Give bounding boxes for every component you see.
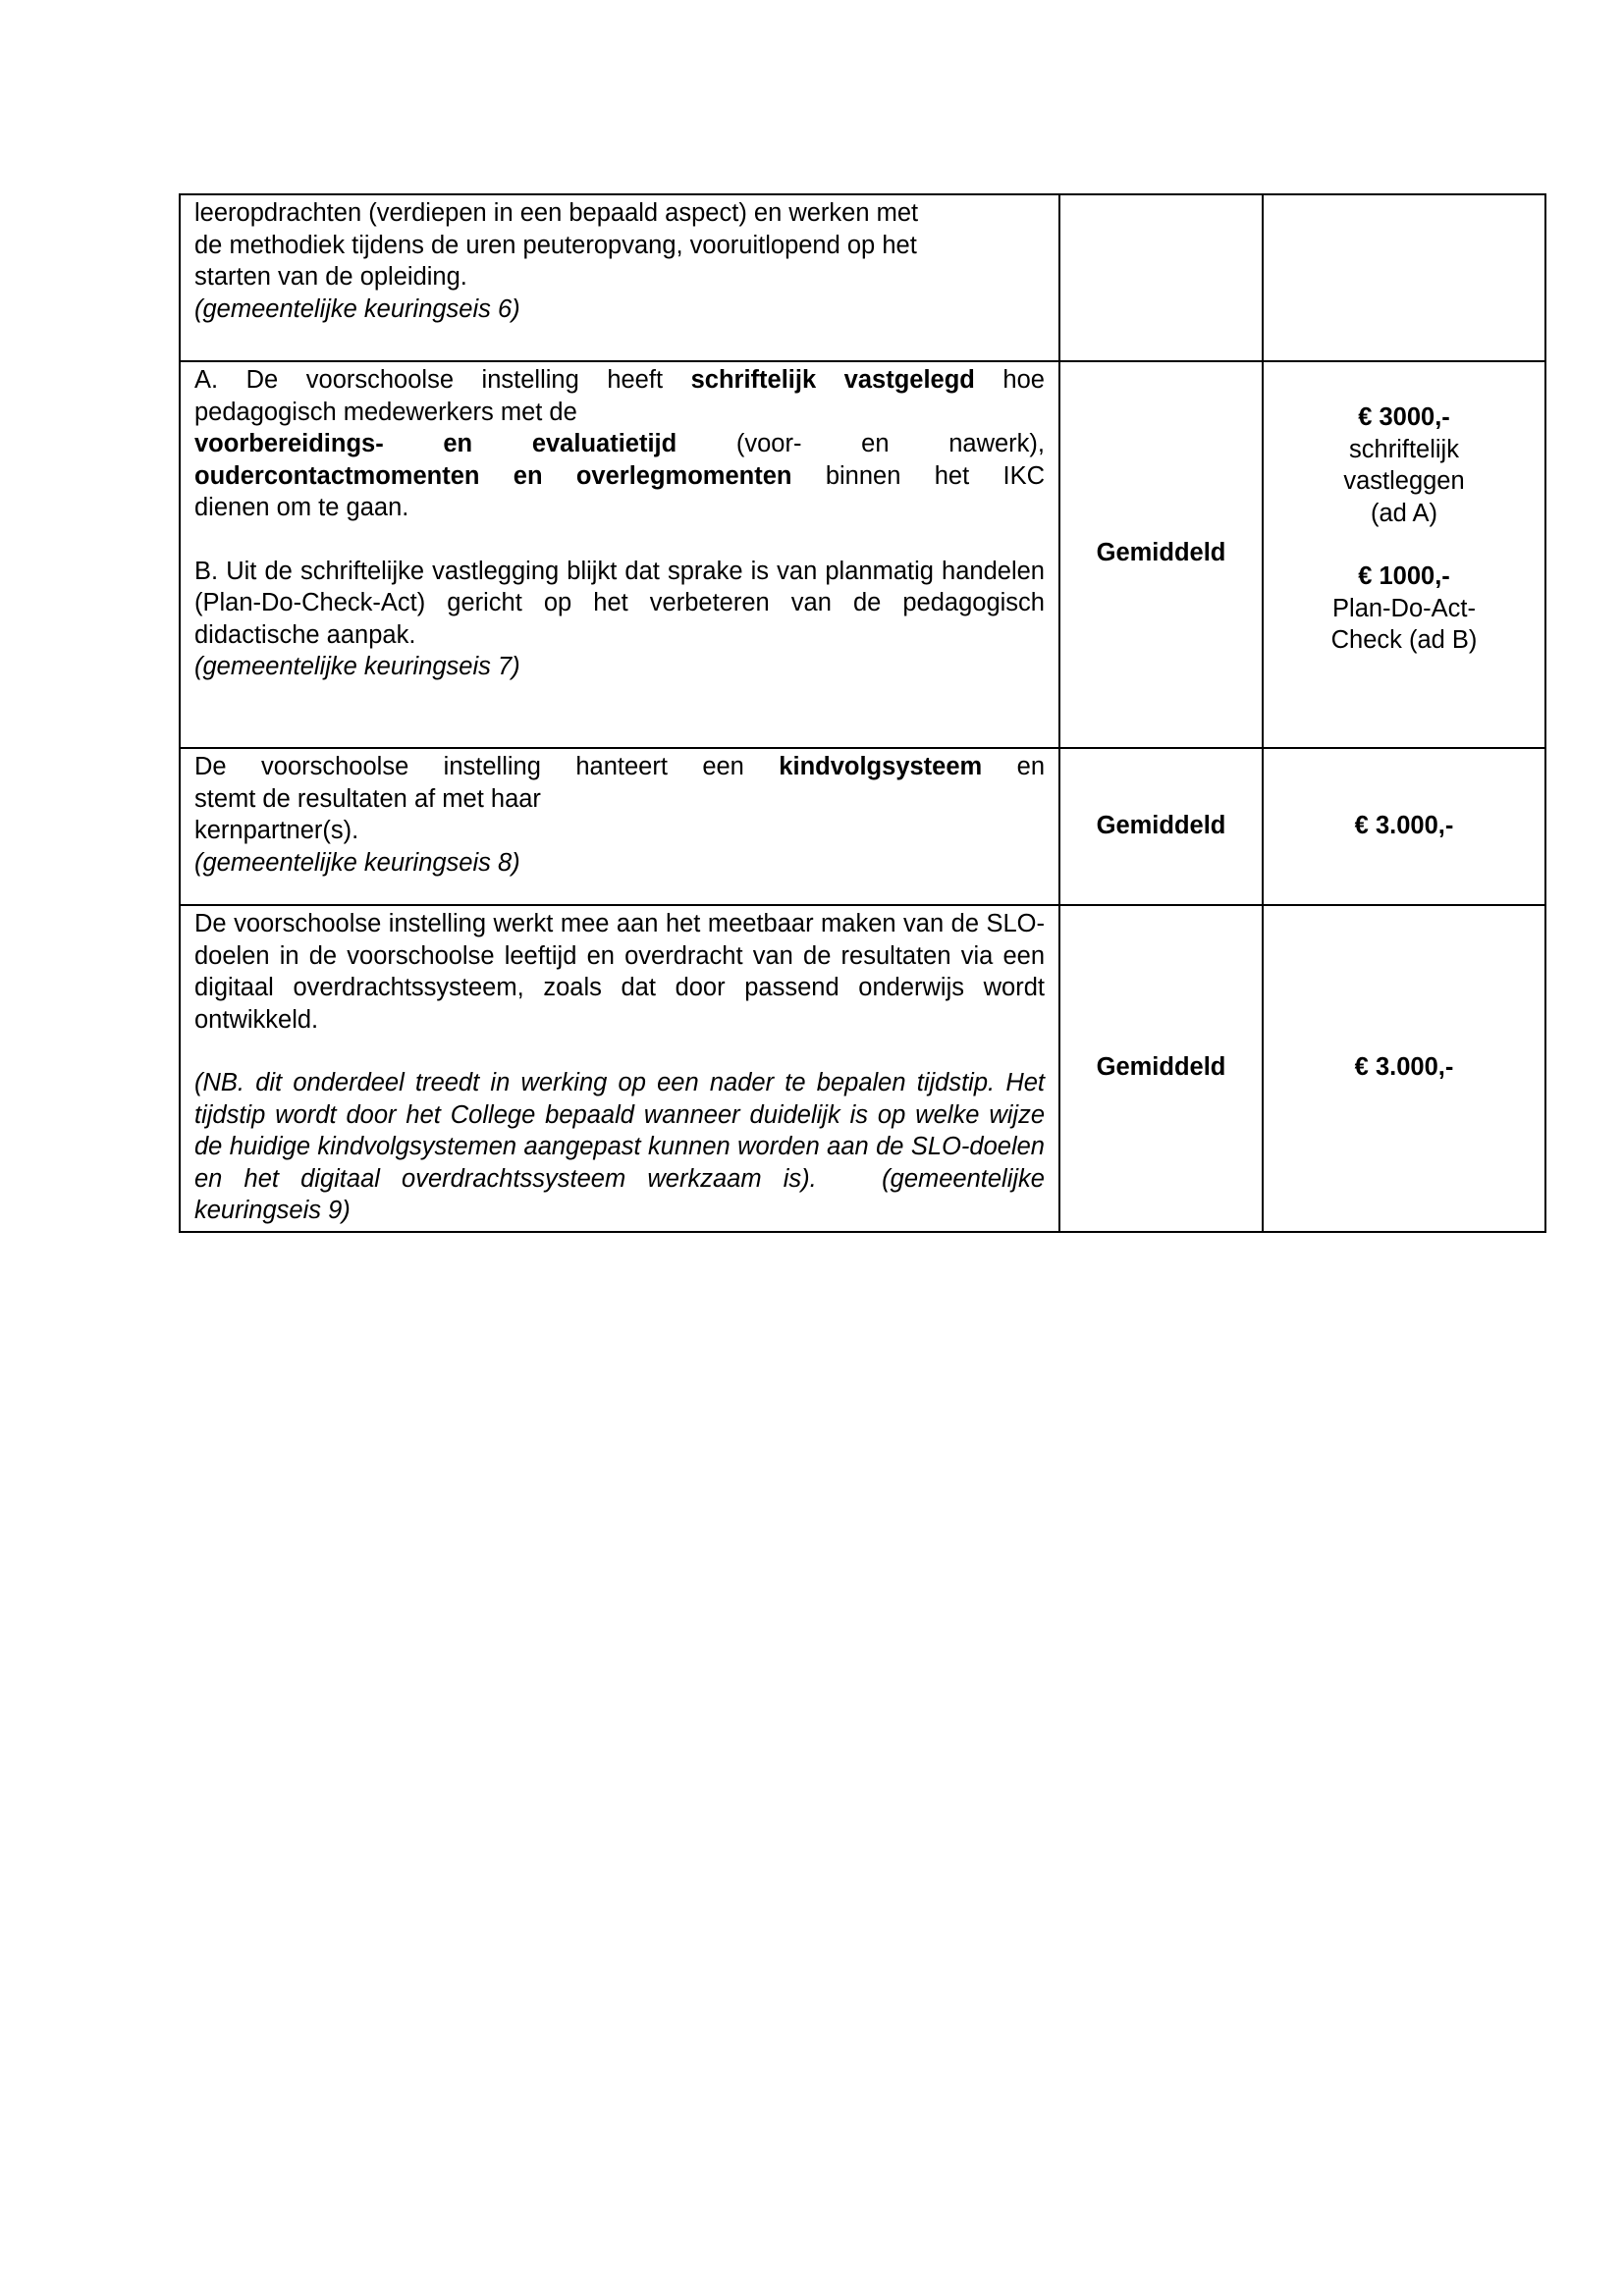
text-span: en (982, 753, 1046, 780)
text-span: A. De voorschoolse instelling heeft (194, 366, 691, 394)
text-line: kernpartner(s). (194, 817, 359, 844)
text-span: De voorschoolse instelling hanteert een (194, 753, 780, 780)
emphasis-text: kindvolgsysteem (779, 753, 983, 780)
amount-label: Plan-Do-Act- (1332, 594, 1476, 622)
note-paragraph (194, 1067, 1045, 1227)
text-line: leeropdrachten (verdiepen in een bepaald aspect) en werken met (194, 199, 919, 227)
requirement-cell (180, 361, 1059, 748)
text-line: dienen om te gaan. (194, 494, 409, 521)
table-row (180, 905, 1545, 1232)
text-line (194, 751, 1045, 783)
amount-label: vastleggen (1343, 467, 1465, 495)
text-paragraph: B. Uit de schriftelijke vastlegging blijkt dat sprake is van planmatig handelen (Plan-Do-Check-Act) gericht op het verbeteren van de pedagogisch didactische aanpak. (194, 557, 1045, 649)
emphasis-text: schriftelijk vastgelegd (690, 366, 975, 394)
text-line: stemt de resultaten af met haar (194, 784, 541, 813)
amount-label: Check (ad B) (1330, 626, 1478, 654)
requirement-cell (180, 194, 1059, 361)
amount-value: € 1000,- (1358, 562, 1450, 590)
text-span: (voor- en nawerk), (677, 430, 1045, 457)
amount-label: (ad A) (1370, 499, 1438, 527)
requirement-cell (180, 748, 1059, 905)
text-line (194, 428, 1045, 460)
amount-cell (1263, 194, 1545, 361)
requirement-reference: (gemeentelijke keuringseis 7) (194, 653, 520, 680)
text-line (194, 364, 1045, 397)
emphasis-text: voorbereidings- en evaluatietijd (194, 430, 677, 457)
requirement-reference: (gemeentelijke keuringseis 6) (194, 294, 520, 323)
level-cell: Gemiddeld (1059, 361, 1263, 748)
table-row (180, 194, 1545, 361)
requirement-reference: (gemeentelijke keuringseis 8) (194, 848, 520, 877)
emphasis-text: oudercontactmomenten en overlegmomenten (194, 461, 792, 490)
amount-label: schriftelijk (1349, 435, 1459, 463)
requirements-table (179, 193, 1546, 1233)
level-cell (1059, 194, 1263, 361)
level-cell: Gemiddeld (1059, 905, 1263, 1232)
text-span: binnen het IKC (791, 461, 1045, 490)
amount-cell: € 3.000,- (1263, 748, 1545, 905)
text-line: starten van de opleiding. (194, 263, 467, 291)
requirement-reference: (gemeentelijke keuringseis 9) (194, 1164, 1045, 1224)
level-cell: Gemiddeld (1059, 748, 1263, 905)
table-row (180, 361, 1545, 748)
amount-value: € 3000,- (1358, 403, 1450, 431)
text-line: pedagogisch medewerkers met de (194, 398, 577, 426)
requirement-cell (180, 905, 1059, 1232)
text-line (194, 460, 1045, 493)
text-paragraph: De voorschoolse instelling werkt mee aan het meetbaar maken van de SLO-doelen in de voorschoolse leeftijd en overdracht van de resultaten via een digitaal overdrachtssysteem, zoals dat door passend onderwijs wordt ontwikkeld. (194, 910, 1045, 1034)
amount-cell: € 3.000,- (1263, 905, 1545, 1232)
text-line: de methodiek tijdens de uren peuteropvang, vooruitlopend op het (194, 231, 917, 259)
amount-cell (1263, 361, 1545, 748)
note-text: (NB. dit onderdeel treedt in werking op een nader te bepalen tijdstip. Het tijdstip wordt door het College bepaald wanneer duidelijk is op welke wijze de huidige kindvolgsystemen aangepast kunnen worden aan de SLO-doelen en het digitaal overdrachtssysteem werkzaam is). (194, 1069, 1045, 1193)
table-row (180, 748, 1545, 905)
text-span: hoe (974, 366, 1045, 394)
